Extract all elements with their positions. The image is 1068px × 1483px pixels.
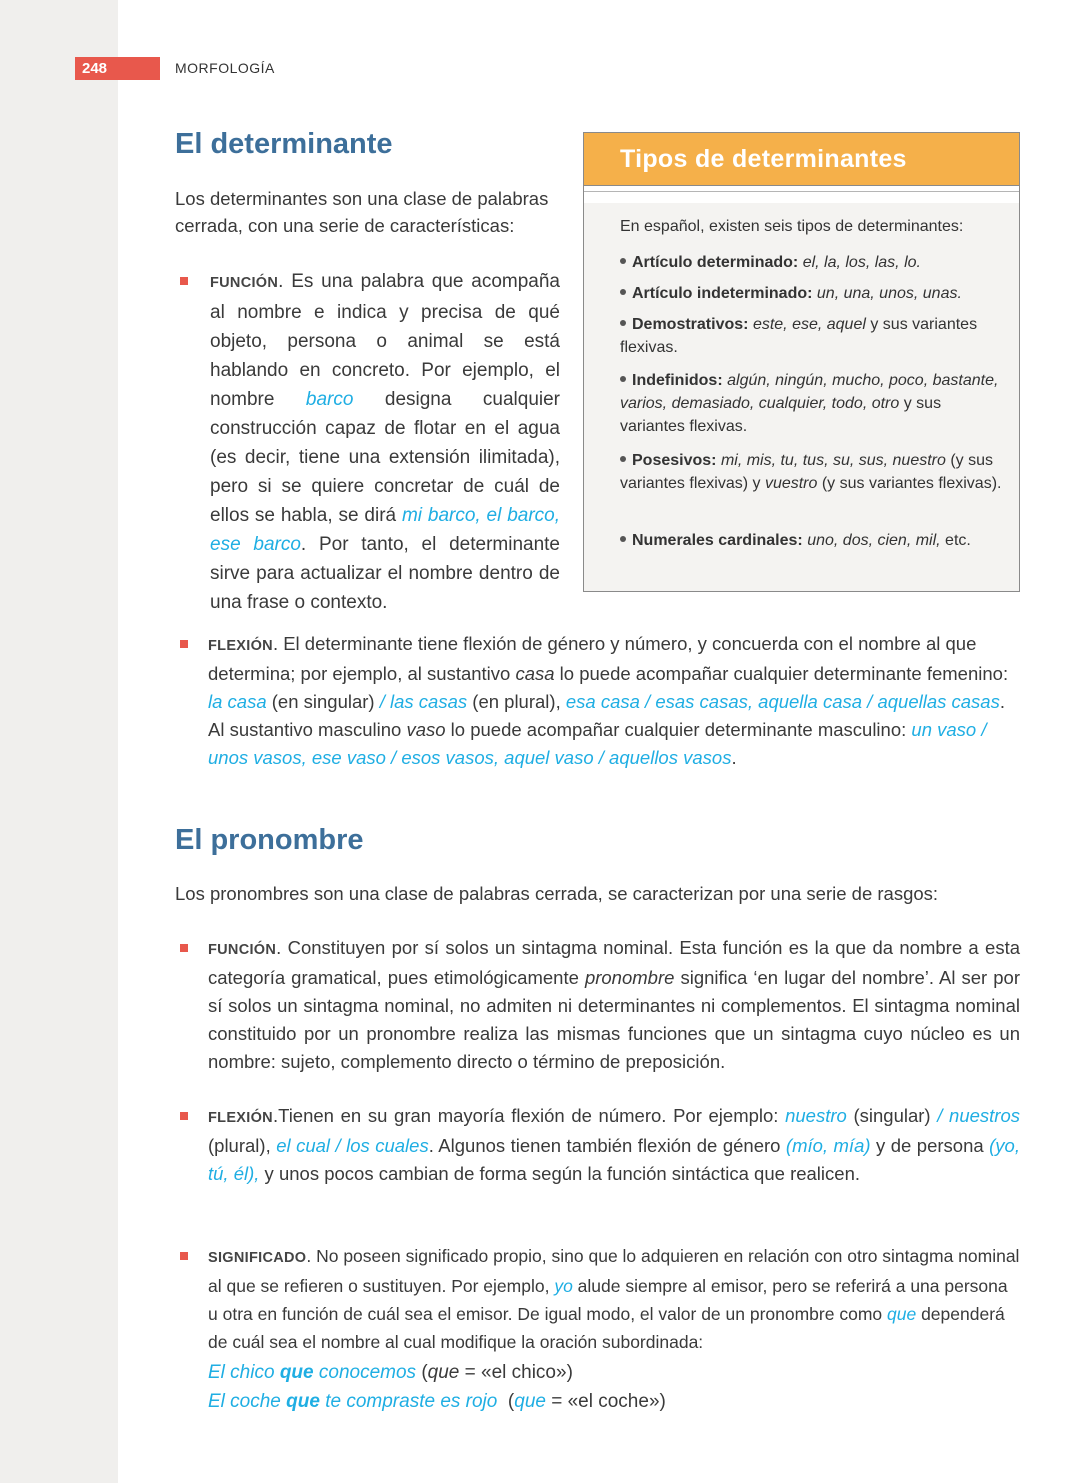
tipo-term: Demostrativos:	[632, 316, 749, 333]
tipo-list-item	[620, 369, 1005, 438]
pronombre-significado-item	[208, 1242, 1020, 1356]
text: .Tienen en su gran mayoría flexión de número. Por ejemplo:	[272, 1105, 786, 1126]
divider	[584, 191, 1019, 192]
bullet-square-icon	[180, 1252, 188, 1260]
example-sentence	[208, 1359, 573, 1387]
text: etc.	[940, 532, 971, 549]
determinante-intro: Los determinantes son una clase de palabras cerrada, con una serie de características:	[175, 188, 549, 236]
example-text: El chico	[208, 1362, 280, 1383]
tipo-list-item	[620, 449, 1005, 495]
bullet-square-icon	[180, 640, 188, 648]
text: (y sus variantes flexivas) y	[620, 452, 994, 492]
text: . Por tanto, el determinante sirve para actualizar el nombre dentro de una frase o contexto.	[210, 534, 560, 613]
bullet-square-icon	[180, 944, 188, 952]
flexion-label: FLEXIÓN	[208, 638, 273, 654]
text: (en plural),	[467, 691, 566, 712]
page-margin-strip	[0, 0, 118, 1483]
example-text: que	[514, 1391, 546, 1412]
bullet-dot-icon	[620, 320, 626, 326]
example-keyword: que	[279, 1362, 314, 1383]
text: (	[416, 1362, 428, 1383]
text: designa cualquier construcción capaz de flotar en el agua (es decir, tiene una extensión ilimitada), pero si se quiere concretar de cuál de ellos se habla, se dirá	[210, 389, 561, 526]
text: . No poseen significado propio, sino que lo adquieren en relación con otro sintagma nominal al que se refieren o sustituyen. Por ejemplo,	[208, 1246, 1020, 1296]
text: = «el chico»)	[459, 1362, 573, 1383]
tipo-example: mi, mis, tu, tus, su, sus, nuestro	[720, 452, 946, 469]
text: . Al sustantivo masculino	[208, 691, 1005, 740]
running-header: MORFOLOGÍA	[175, 60, 275, 76]
italic-word: casa	[515, 663, 555, 684]
tipo-example: el, la, los, las, lo.	[802, 254, 921, 271]
bullet-dot-icon	[620, 376, 626, 382]
bullet-dot-icon	[620, 456, 626, 462]
tipo-term: Artículo determinado:	[632, 254, 799, 271]
tipo-example: este, ese, aquel	[752, 316, 866, 333]
example-text: la casa	[208, 691, 267, 712]
bullet-square-icon	[180, 1112, 188, 1120]
example-text: mi barco, el barco, ese barco	[210, 505, 560, 555]
funcion-label: FUNCIÓN	[208, 942, 277, 958]
example-text: nuestro	[785, 1105, 847, 1126]
text: . Es una palabra que acompaña al nombre e indica y precisa de qué objeto, persona o animal se está hablando en concreto. Por ejemplo, el nombre	[210, 271, 560, 410]
example-text: un vaso / unos vasos, ese vaso / esos vasos, aquel vaso / aquellos vasos	[208, 719, 987, 768]
example-text: esa casa / esas casas, aquella casa / aquellas casas	[565, 691, 1000, 712]
pronombre-intro: Los pronombres son una clase de palabras cerrada, se caracterizan por una serie de rasgos:	[175, 883, 939, 904]
example-text: que	[887, 1304, 917, 1324]
text: (en singular)	[266, 691, 380, 712]
box-intro: En español, existen seis tipos de determinantes:	[620, 218, 964, 235]
example-text: conocemos	[313, 1362, 417, 1383]
italic-word: vaso	[406, 719, 446, 740]
bullet-square-icon	[180, 277, 188, 285]
example-sentence	[208, 1388, 666, 1416]
example-text: / nuestros	[937, 1105, 1020, 1126]
text: .	[731, 747, 737, 768]
example-text: / las casas	[379, 691, 468, 712]
italic-word: que	[427, 1362, 460, 1383]
text: (plural),	[208, 1135, 277, 1156]
section-title-pronombre: El pronombre	[175, 824, 364, 856]
text: y de persona	[870, 1135, 990, 1156]
pronombre-flexion-item	[208, 1102, 1020, 1188]
text: y sus variantes flexivas.	[620, 316, 978, 356]
section-title-determinante: El determinante	[175, 128, 393, 160]
tipo-term: Numerales cardinales:	[632, 532, 803, 549]
funcion-label: FUNCIÓN	[210, 275, 279, 291]
tipo-list-item	[620, 282, 1005, 305]
significado-label: SIGNIFICADO	[208, 1250, 307, 1266]
text: lo puede acompañar cualquier determinante masculino:	[445, 719, 912, 740]
tipo-list-item	[620, 529, 1005, 552]
box-title: Tipos de determinantes	[620, 145, 907, 173]
bullet-dot-icon	[620, 258, 626, 264]
flexion-label: FLEXIÓN	[208, 1110, 273, 1126]
tipo-term: Posesivos:	[632, 452, 717, 469]
tipo-example: uno, dos, cien, mil,	[807, 532, 941, 549]
text: . Algunos tienen también flexión de género	[428, 1135, 786, 1156]
tipo-example: un, una, unos, unas.	[816, 285, 962, 302]
text: (singular)	[846, 1105, 938, 1126]
bullet-dot-icon	[620, 536, 626, 542]
tipos-determinantes-box	[583, 132, 1020, 592]
italic-word: pronombre	[584, 967, 675, 988]
tipo-list-item	[620, 313, 1005, 359]
text: dependerá de cuál sea el nombre al cual modifique la oración subordinada:	[208, 1304, 1005, 1352]
example-text: El coche	[208, 1391, 287, 1412]
example-text: yo	[554, 1276, 573, 1296]
tipo-list-item	[620, 251, 1005, 274]
example-text: te compraste es rojo	[319, 1391, 498, 1412]
bullet-dot-icon	[620, 289, 626, 295]
text: = «el coche»)	[545, 1391, 666, 1412]
determinante-flexion-item	[208, 630, 1023, 772]
text: . Constituyen por sí solos un sintagma nominal. Esta función es la que da nombre a esta categoría gramatical, pues etimológicamente	[208, 937, 1020, 988]
pronombre-funcion-item	[208, 934, 1020, 1076]
example-keyword: que	[286, 1391, 320, 1412]
page-number: 248	[75, 57, 160, 80]
text: (	[497, 1391, 515, 1412]
text: significa ‘en lugar del nombre’. Al ser por sí solos un sintagma nominal, no admiten ni determinantes ni complementos. El sintagma nominal constituido por un pronombre realiza las mismas funciones que un sintagma cuyo núcleo es un nombre: sujeto, complemento directo o término de preposición.	[208, 967, 1021, 1072]
text: alude siempre al emisor, pero se referirá a una persona u otra en función de cuál sea el emisor. De igual modo, el valor de un pronombre como	[208, 1276, 1008, 1324]
text: . El determinante tiene flexión de género y número, y concuerda con el nombre al que determina; por ejemplo, al sustantivo	[208, 633, 977, 684]
tipo-term: Indefinidos:	[632, 372, 723, 389]
example-text: (mío, mía)	[785, 1135, 871, 1156]
text: lo puede acompañar cualquier determinante femenino:	[554, 663, 1009, 684]
tipo-term: Artículo indeterminado:	[632, 285, 813, 302]
text: (y sus variantes flexivas).	[817, 475, 1002, 492]
text: y sus variantes flexivas.	[620, 395, 942, 435]
tipo-example: vuestro	[764, 475, 818, 492]
example-text: (yo, tú, él),	[208, 1135, 1020, 1184]
example-text: barco	[305, 389, 354, 410]
determinante-funcion-item	[210, 267, 560, 617]
tipo-example: algún, ningún, mucho, poco, bastante, varios, demasiado, cualquier, todo, otro	[620, 372, 999, 412]
text: y unos pocos cambian de forma según la función sintáctica que realicen.	[259, 1163, 860, 1184]
example-text: el cual / los cuales	[276, 1135, 429, 1156]
